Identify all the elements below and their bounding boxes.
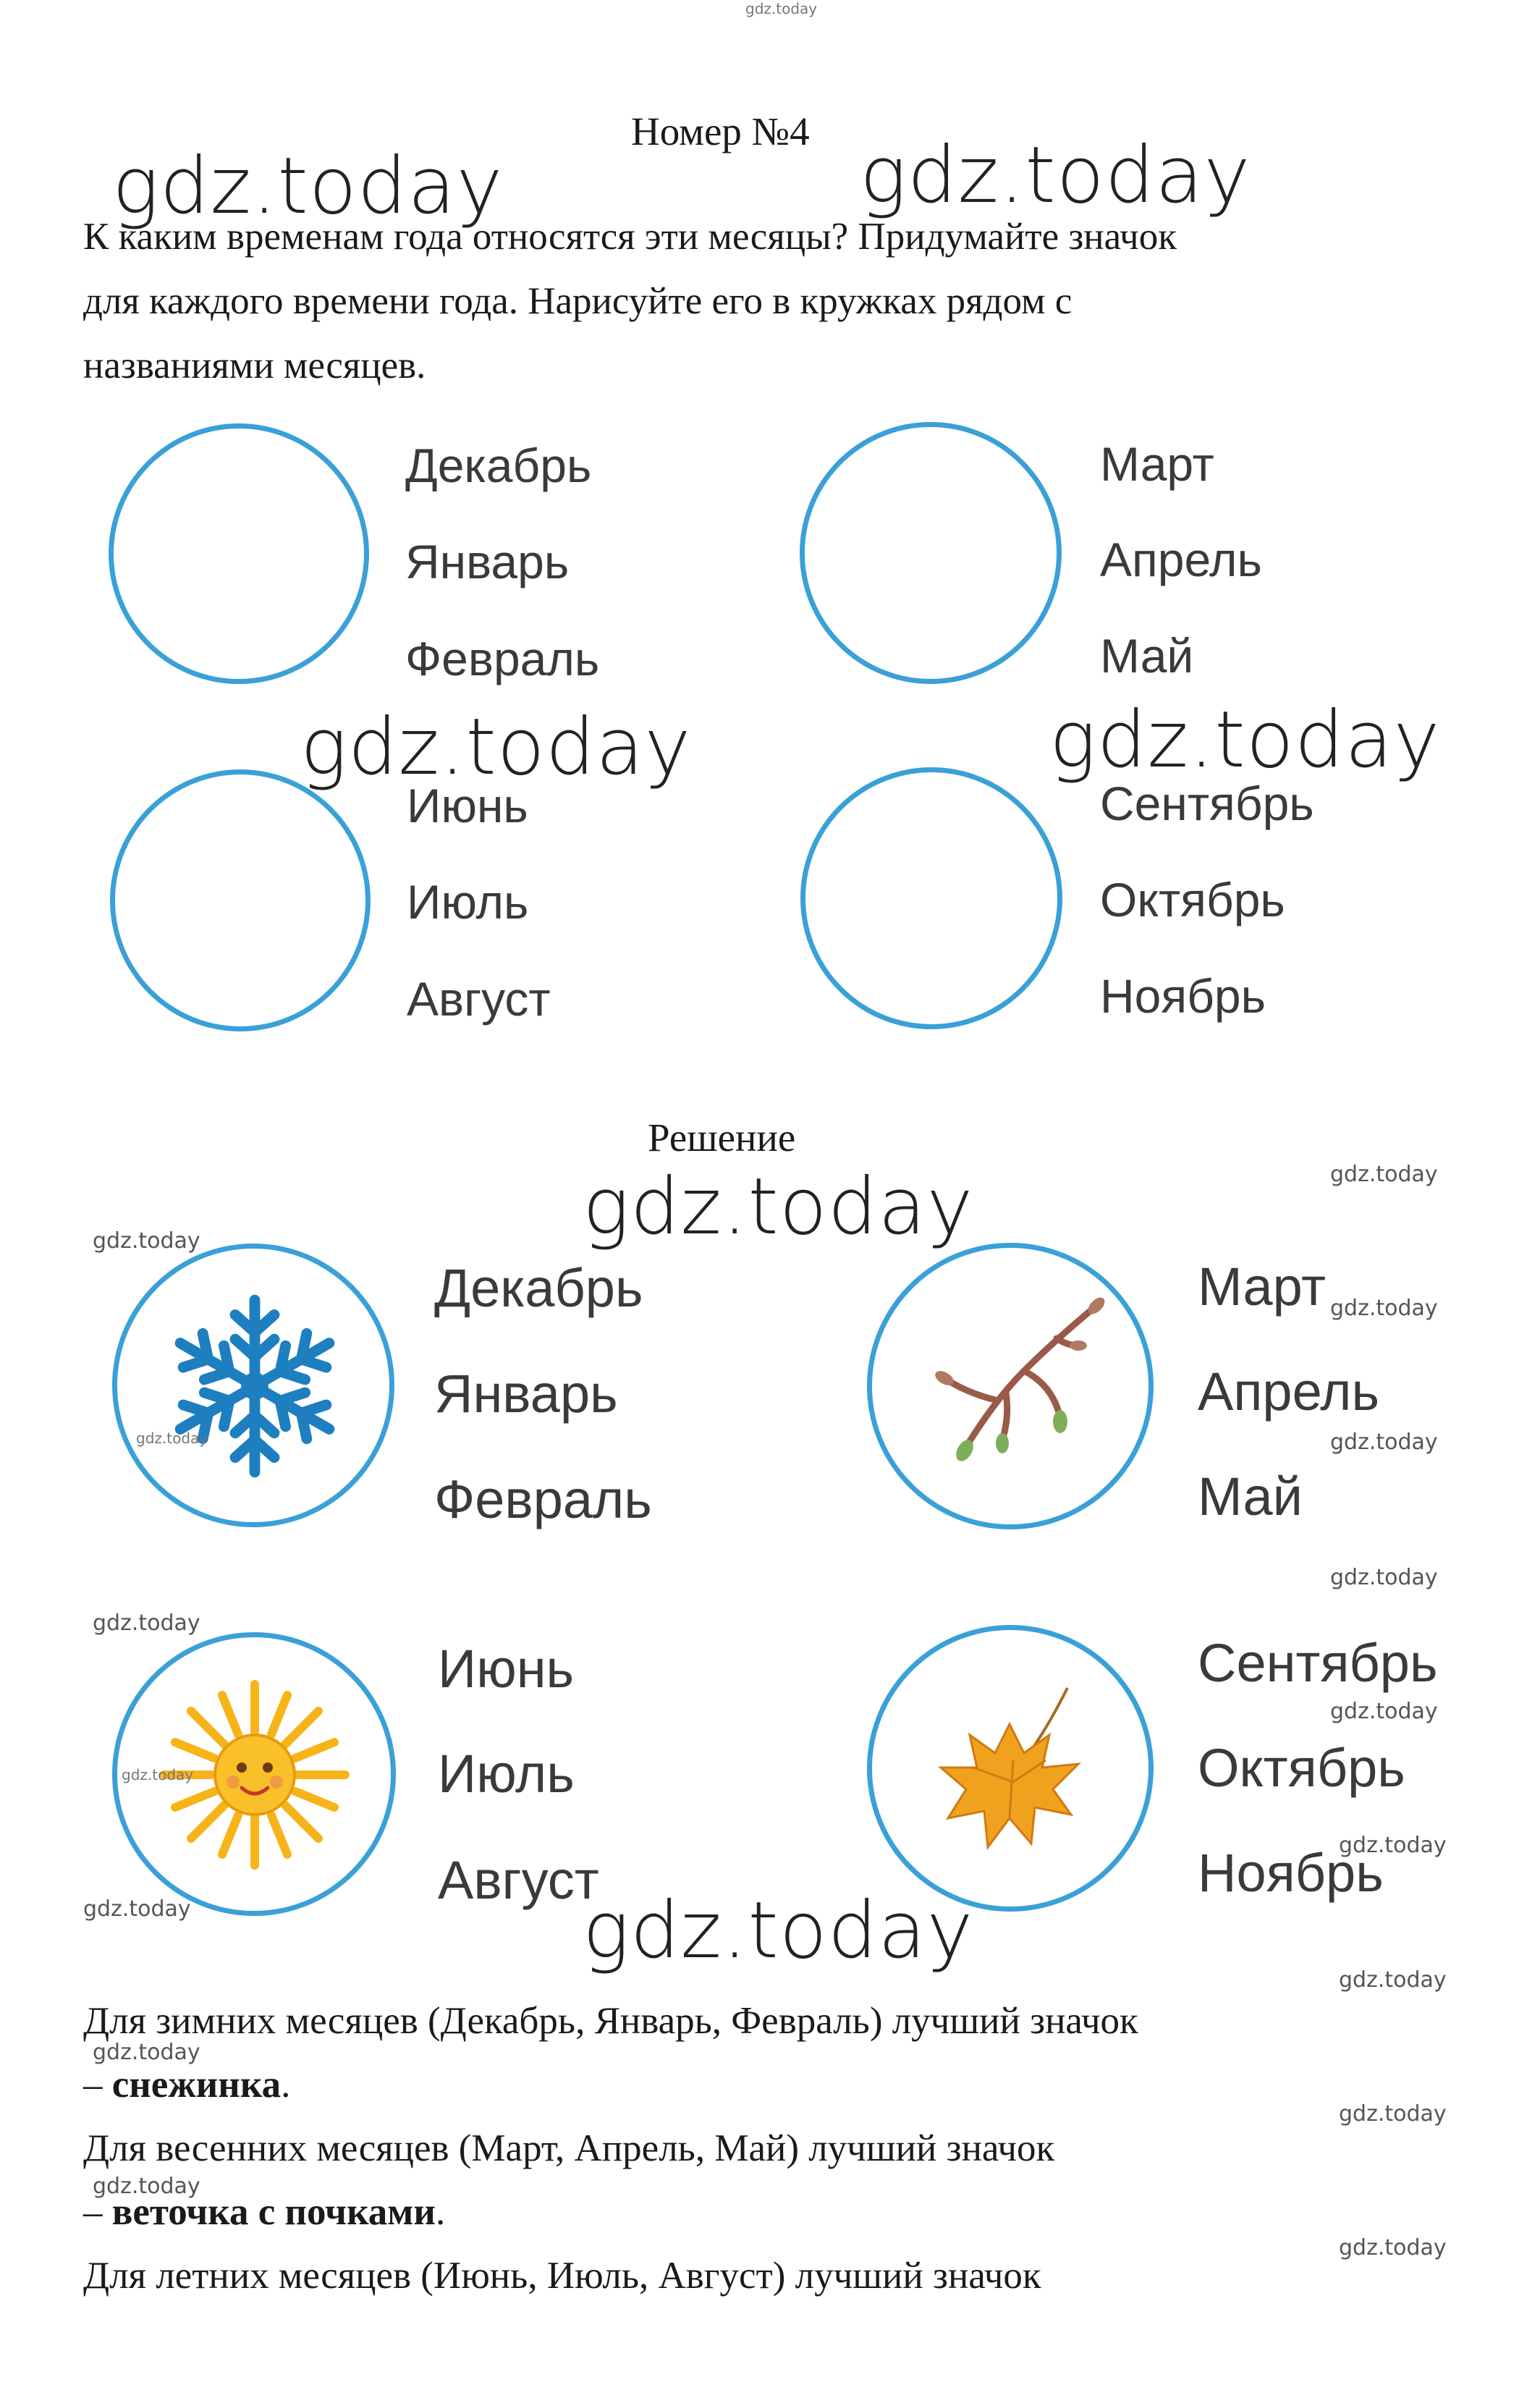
month-label: Январь [405, 535, 570, 588]
month-label: Октябрь [1198, 1738, 1405, 1798]
watermark-small: gdz.today [1339, 2101, 1447, 2127]
month-label: Сентябрь [1100, 777, 1314, 830]
answer-spring-line: Для весенних месяцев (Март, Апрель, Май) лучший значок [83, 2127, 1055, 2169]
watermark-small: gdz.today [1339, 1833, 1447, 1858]
month-label: Август [438, 1850, 599, 1910]
watermark-tiny: gdz.today [122, 1766, 194, 1783]
page-title: Номер №4 [631, 109, 810, 153]
answer-winter-bold: снежинка [111, 2064, 282, 2106]
task-line-1: К каким временам года относятся эти месяцы? Придумайте значок [83, 216, 1177, 258]
icon-circle-winter [112, 1244, 394, 1527]
month-label: Август [407, 972, 551, 1026]
month-label: Май [1100, 629, 1194, 683]
month-label: Март [1198, 1257, 1327, 1317]
month-label: Февраль [405, 632, 600, 685]
maple-leaf-icon [923, 1673, 1111, 1869]
watermark-small: gdz.today [93, 2174, 200, 2199]
month-label: Март [1100, 437, 1214, 491]
answer-winter-line: Для зимних месяцев (Декабрь, Январь, Февраль) лучший значок [83, 2000, 1138, 2042]
watermark-small: gdz.today [1330, 1162, 1438, 1187]
watermark-top: gdz.today [745, 0, 818, 17]
month-label: Декабрь [434, 1258, 643, 1318]
answer-summer-line: Для летних месяцев (Июнь, Июль, Август) лучший значок [83, 2255, 1041, 2297]
month-label: Апрель [1100, 533, 1262, 586]
task-text [83, 205, 1177, 398]
watermark-small: gdz.today [1339, 2235, 1447, 2260]
twig-with-buds-icon [915, 1291, 1111, 1487]
watermark-small: gdz.today [83, 1896, 191, 1922]
watermark-big: gdz.today [583, 1886, 974, 1976]
month-label: Февраль [434, 1469, 652, 1529]
month-label: Январь [434, 1364, 618, 1424]
icon-circle-autumn [867, 1625, 1154, 1912]
answer-winter-value: – снежинка. [83, 2064, 291, 2106]
watermark-big: gdz.today [1049, 695, 1441, 785]
empty-circle-summer[interactable] [110, 769, 371, 1031]
watermark-small: gdz.today [93, 2040, 200, 2065]
watermark-small: gdz.today [93, 1228, 200, 1254]
month-label: Май [1198, 1466, 1303, 1527]
month-label: Апрель [1198, 1361, 1380, 1422]
month-label: Декабрь [405, 439, 592, 492]
watermark-big: gdz.today [112, 141, 504, 232]
month-label: Июнь [438, 1639, 575, 1699]
watermark-big: gdz.today [860, 130, 1251, 221]
watermark-small: gdz.today [93, 1610, 200, 1636]
solution-title: Решение [648, 1115, 796, 1160]
watermark-big: gdz.today [583, 1162, 974, 1252]
month-label: Октябрь [1100, 873, 1285, 926]
month-label: Сентябрь [1198, 1633, 1438, 1693]
watermark-small: gdz.today [1330, 1430, 1438, 1455]
answer-text [83, 1989, 1138, 2308]
watermark-small: gdz.today [1330, 1296, 1438, 1321]
watermark-small: gdz.today [1330, 1565, 1438, 1590]
month-label: Ноябрь [1100, 969, 1266, 1023]
empty-circle-spring[interactable] [800, 422, 1062, 684]
empty-circle-winter[interactable] [109, 423, 369, 684]
month-label: Июль [407, 875, 529, 929]
month-label: Июль [438, 1744, 575, 1804]
answer-spring-bold: веточка с почками [111, 2191, 436, 2233]
watermark-small: gdz.today [1330, 1699, 1438, 1724]
watermark-big: gdz.today [300, 702, 692, 793]
watermark-small: gdz.today [1339, 1967, 1447, 1993]
snowflake-icon [157, 1288, 352, 1484]
task-line-2: для каждого времени года. Нарисуйте его в кружках рядом с [83, 280, 1072, 322]
month-label: Ноябрь [1198, 1843, 1384, 1903]
answer-spring-value: – веточка с почками. [83, 2191, 446, 2233]
task-line-3: названиями месяцев. [83, 345, 426, 387]
icon-circle-spring [867, 1243, 1154, 1529]
watermark-tiny: gdz.today [136, 1430, 208, 1447]
empty-circle-autumn[interactable] [800, 767, 1062, 1029]
month-label: Июнь [407, 779, 528, 832]
